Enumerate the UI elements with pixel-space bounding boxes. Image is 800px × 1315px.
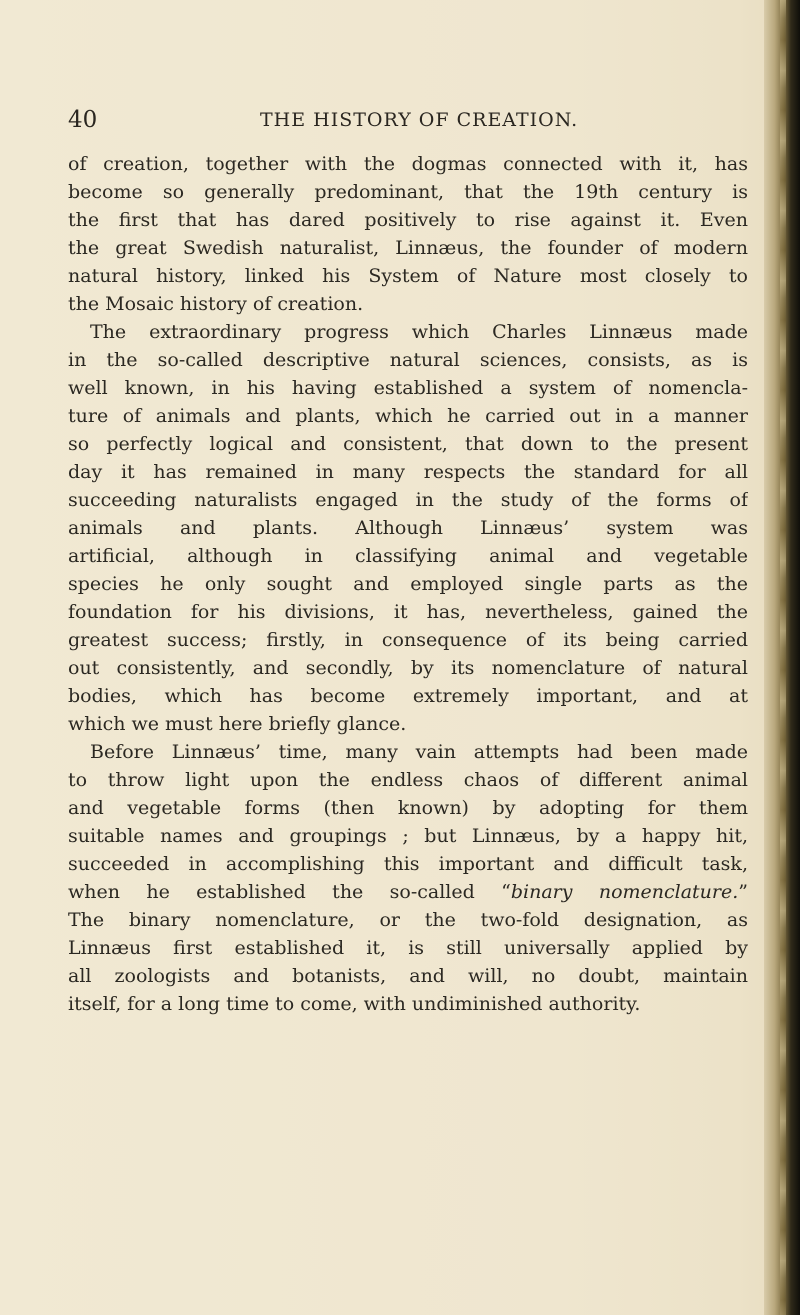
text-line: suitable names and groupings ; but Linnæus, by a happy hit, [68, 825, 748, 847]
text-line: the great Swedish naturalist, Linnæus, the founder of modern [68, 237, 748, 259]
text-line: itself, for a long time to come, with undiminished authority. [68, 993, 641, 1015]
running-head: THE HISTORY OF CREATION. [260, 109, 579, 131]
text-line: species he only sought and employed single parts as the [68, 573, 748, 595]
text-line: animals and plants. Although Linnæus’ system was [68, 517, 748, 539]
text-line: The extraordinary progress which Charles Linnæus made [90, 321, 748, 343]
text-line: bodies, which has become extremely important, and at [68, 685, 748, 707]
page-header [68, 107, 748, 137]
text-line: ture of animals and plants, which he carried out in a manner [68, 405, 748, 427]
text-line: to throw light upon the endless chaos of different animal [68, 769, 748, 791]
text-line: succeeding naturalists engaged in the study of the forms of [68, 489, 748, 511]
text-line: so perfectly logical and consistent, that down to the present [68, 433, 748, 455]
text-line: day it has remained in many respects the standard for all [68, 461, 748, 483]
text-line: the first that has dared positively to rise against it. Even [68, 209, 748, 231]
text-line: which we must here briefly glance. [68, 713, 407, 735]
text-line: out consistently, and secondly, by its nomenclature of natural [68, 657, 748, 679]
text-line: Before Linnæus’ time, many vain attempts had been made [90, 741, 748, 763]
text-line: become so generally predominant, that the 19th century is [68, 181, 748, 203]
text-line: and vegetable forms (then known) by adopting for them [68, 797, 748, 819]
text-line-with-italic [68, 878, 748, 906]
text-line: well known, in his having established a system of nomencla- [68, 377, 748, 399]
text-line: of creation, together with the dogmas connected with it, has [68, 153, 748, 175]
text-line: in the so-called descriptive natural sciences, consists, as is [68, 349, 748, 371]
text-line: foundation for his divisions, it has, nevertheless, gained the [68, 601, 748, 623]
text-line: all zoologists and botanists, and will, no doubt, maintain [68, 965, 748, 987]
text-line: natural history, linked his System of Nature most closely to [68, 265, 748, 287]
text-line: greatest success; firstly, in consequence of its being carried [68, 629, 748, 651]
text-line: succeeded in accomplishing this important and difficult task, [68, 853, 748, 875]
text-line: Linnæus first established it, is still universally applied by [68, 937, 748, 959]
page-number: 40 [68, 107, 98, 133]
text-line: artificial, although in classifying animal and vegetable [68, 545, 748, 567]
text-line: The binary nomenclature, or the two-fold designation, as [68, 909, 748, 931]
text-line: the Mosaic history of creation. [68, 293, 364, 315]
italic-term: binary nomenclature. [510, 881, 739, 903]
body-text [68, 150, 748, 1018]
page-edge-texture [780, 0, 786, 1315]
line-suffix: ” [738, 881, 748, 903]
line-prefix: when he established the so-called “ [68, 881, 511, 903]
